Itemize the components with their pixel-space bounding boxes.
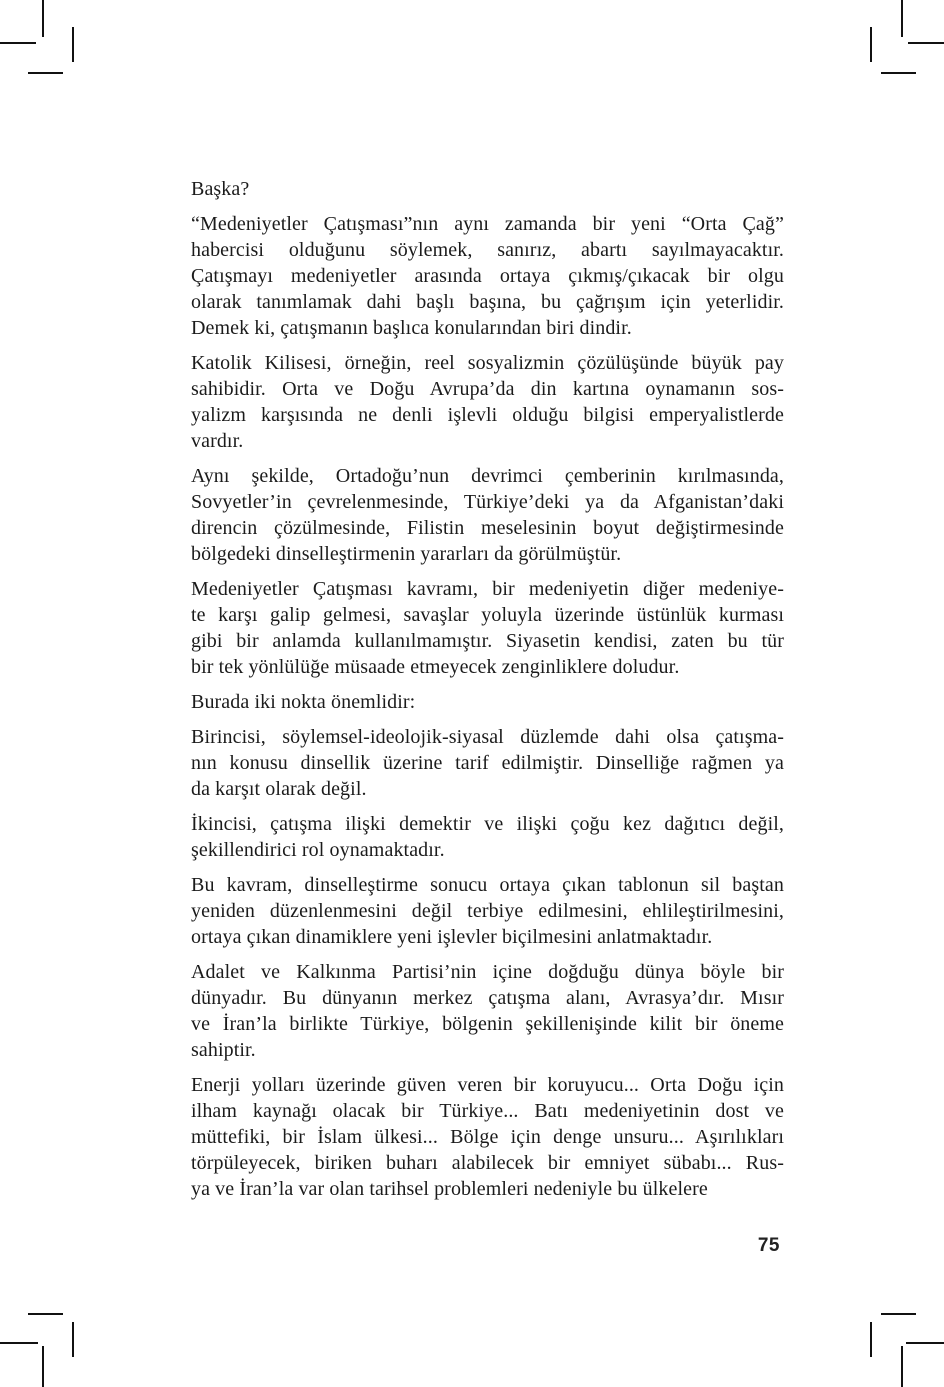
crop-mark-bottom-right-outer-horizontal <box>906 1342 944 1344</box>
text-line: Katolik Kilisesi, örneğin, reel sosyalizmin çözülüşünde büyük pay <box>191 352 784 374</box>
crop-mark-bottom-left-inner-horizontal <box>28 1313 63 1315</box>
paragraph <box>191 211 784 341</box>
text-line: habercisi olduğunu söylemek, sanırız, abartı sayılmayacaktır. <box>191 239 784 261</box>
text-line: gibi bir anlamda kullanılmamıştır. Siyasetin kendisi, zaten bu tür <box>191 630 784 652</box>
crop-mark-bottom-right-inner-vertical <box>870 1322 872 1357</box>
text-line: nın konusu dinsellik üzerine tarif edilmiştir. Dinselliğe rağmen ya <box>191 752 784 774</box>
text-line: olarak tanımlamak dahi başlı başına, bu çağrışım için yeterlidir. <box>191 291 784 313</box>
paragraph <box>191 811 784 863</box>
paragraph <box>191 463 784 567</box>
text-line: sahiptir. <box>191 1039 256 1061</box>
paragraph <box>191 350 784 454</box>
paragraph <box>191 959 784 1063</box>
text-line: direncin çözülmesinde, Filistin meselesinin boyut değiştirmesinde <box>191 517 784 539</box>
text-line: şekillendirici rol oynamaktadır. <box>191 839 445 861</box>
text-line: İkincisi, çatışma ilişki demektir ve ilişki çoğu kez dağıtıcı değil, <box>191 813 784 835</box>
crop-mark-bottom-left-outer-vertical <box>42 1346 44 1387</box>
text-line: dünyadır. Bu dünyanın merkez çatışma alanı, Avrasya’dır. Mısır <box>191 987 784 1009</box>
text-line: törpüleyecek, biriken buharı alabilecek bir emniyet sübabı... Rus- <box>191 1152 784 1174</box>
text-line: bölgedeki dinselleştirmenin yararları da görülmüştür. <box>191 543 622 565</box>
text-line: Birincisi, söylemsel-ideolojik-siyasal düzlemde dahi olsa çatışma- <box>191 726 784 748</box>
crop-mark-top-right-outer-vertical <box>901 0 903 37</box>
text-line: “Medeniyetler Çatışması”nın aynı zamanda bir yeni “Orta Çağ” <box>191 213 784 235</box>
text-line: ortaya çıkan dinamiklere yeni işlevler biçilmesini anlatmaktadır. <box>191 926 713 948</box>
text-line: ya ve İran’la var olan tarihsel problemleri nedeniyle bu ülkelere <box>191 1178 708 1200</box>
text-line: vardır. <box>191 430 244 452</box>
paragraph <box>191 724 784 802</box>
text-line: Çatışmayı medeniyetler arasında ortaya çıkmış/çıkacak bir olgu <box>191 265 784 287</box>
text-line: müttefiki, bir İslam ülkesi... Bölge için denge unsuru... Aşırılıkları <box>191 1126 784 1148</box>
paragraph <box>191 176 784 202</box>
text-line: yalizm karşısında ne denli işlevli olduğu bilgisi emperyalistlerde <box>191 404 784 426</box>
crop-mark-top-left-outer-horizontal <box>0 42 36 44</box>
text-line: te karşı galip gelmesi, savaşlar yoluyla üzerinde üstünlük kurması <box>191 604 784 626</box>
text-line: Adalet ve Kalkınma Partisi’nin içine doğduğu dünya böyle bir <box>191 961 784 983</box>
paragraph <box>191 689 784 715</box>
text-line: yeniden düzenlenmesini değil terbiye edilmesini, ehlileştirilmesini, <box>191 900 784 922</box>
crop-mark-bottom-left-outer-horizontal <box>0 1342 38 1344</box>
text-line: Demek ki, çatışmanın başlıca konularından biri dindir. <box>191 317 632 339</box>
page-text-block <box>191 176 784 1211</box>
crop-mark-bottom-right-outer-vertical <box>901 1346 903 1387</box>
paragraph <box>191 576 784 680</box>
text-line: bir tek yönlülüğe müsaade etmeyecek zenginliklere doludur. <box>191 656 680 678</box>
paragraph <box>191 872 784 950</box>
text-line: Enerji yolları üzerinde güven veren bir koruyucu... Orta Doğu için <box>191 1074 784 1096</box>
text-line: Sovyetler’in çevrelenmesinde, Türkiye’deki ya da Afganistan’daki <box>191 491 784 513</box>
crop-mark-top-left-inner-horizontal <box>28 72 63 74</box>
text-line: Burada iki nokta önemlidir: <box>191 691 416 713</box>
crop-mark-top-left-inner-vertical <box>72 27 74 62</box>
page-number: 75 <box>757 1235 780 1256</box>
crop-mark-top-right-inner-horizontal <box>881 72 916 74</box>
crop-mark-top-right-outer-horizontal <box>908 42 944 44</box>
text-line: Medeniyetler Çatışması kavramı, bir medeniyetin diğer medeniye- <box>191 578 784 600</box>
text-line: Başka? <box>191 178 250 200</box>
text-line: da karşıt olarak değil. <box>191 778 367 800</box>
text-line: ve İran’la birlikte Türkiye, bölgenin şekillenişinde kilit bir öneme <box>191 1013 784 1035</box>
crop-mark-top-left-outer-vertical <box>42 0 44 37</box>
text-line: Bu kavram, dinselleştirme sonucu ortaya çıkan tablonun sil baştan <box>191 874 784 896</box>
paragraph <box>191 1072 784 1202</box>
crop-mark-bottom-right-inner-horizontal <box>881 1313 916 1315</box>
crop-mark-bottom-left-inner-vertical <box>72 1322 74 1357</box>
text-line: Aynı şekilde, Ortadoğu’nun devrimci çemberinin kırılmasında, <box>191 465 784 487</box>
text-line: sahibidir. Orta ve Doğu Avrupa’da din kartına oynamanın sos- <box>191 378 784 400</box>
crop-mark-top-right-inner-vertical <box>870 27 872 62</box>
text-line: ilham kaynağı olacak bir Türkiye... Batı medeniyetinin dost ve <box>191 1100 784 1122</box>
